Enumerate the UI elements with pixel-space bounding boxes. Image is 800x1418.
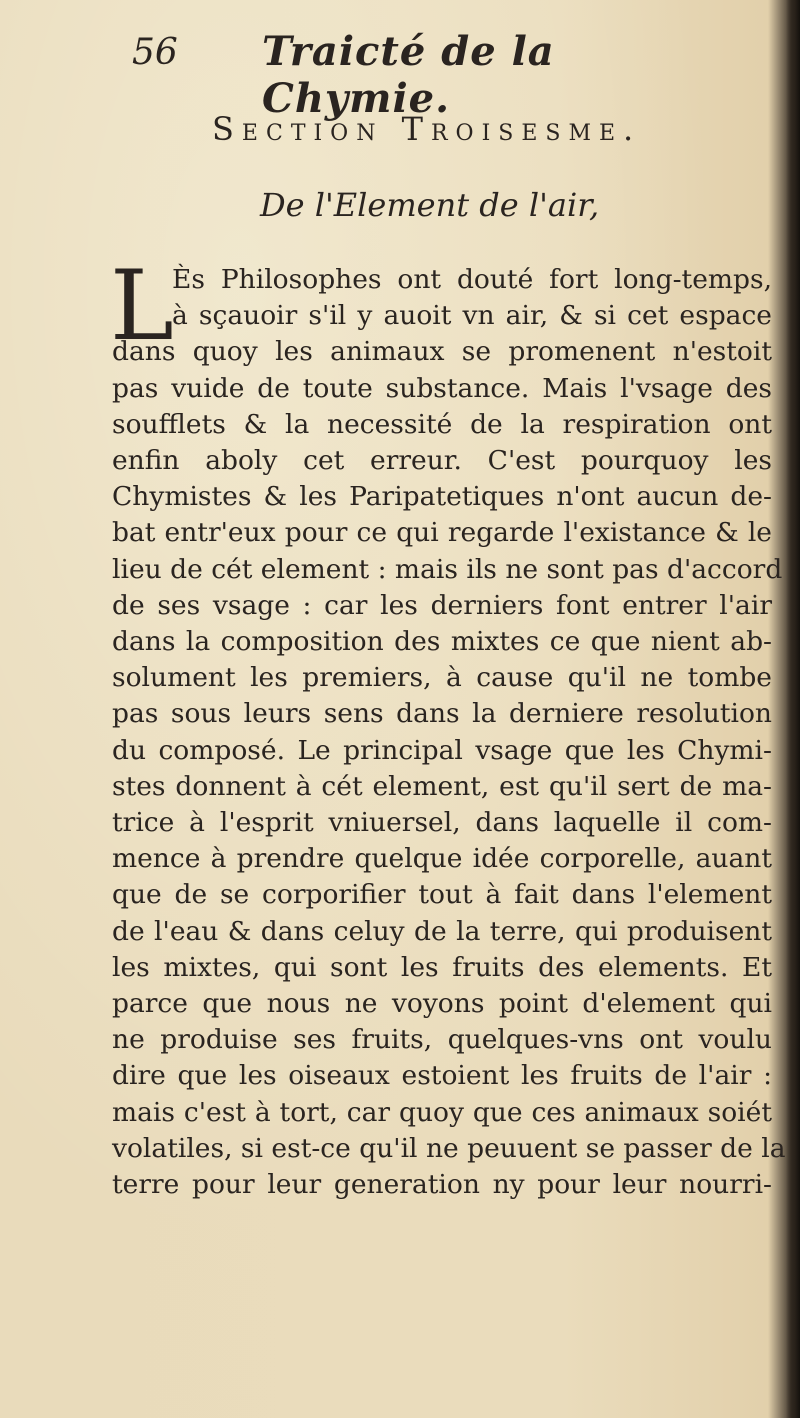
section-subheading: De l'Element de l'air, — [260, 186, 600, 224]
text-line: dans la composition des mixtes ce que nient ab- — [112, 626, 772, 658]
text-line: terre pour leur generation ny pour leur nourri- — [112, 1169, 772, 1201]
text-line: à sçauoir s'il y auoit vn air, & si cet espace — [172, 300, 772, 332]
text-line: dans quoy les animaux se promenent n'estoit — [112, 336, 772, 368]
text-line: pas sous leurs sens dans la derniere resolution — [112, 698, 772, 730]
text-line: les mixtes, qui sont les fruits des elements. Et — [112, 951, 772, 983]
text-line: que de se corporifier tout à fait dans l'element — [112, 879, 772, 911]
text-line: bat entr'eux pour ce qui regarde l'existance & le — [112, 517, 772, 549]
text-line: pas vuide de toute substance. Mais l'vsage des — [112, 372, 772, 404]
text-line: Chymistes & les Paripatetiques n'ont aucun de- — [112, 481, 772, 513]
text-line: dire que les oiseaux estoient les fruits de l'air : — [112, 1060, 772, 1092]
page-number: 56 — [132, 32, 178, 73]
text-line: mence à prendre quelque idée corporelle, auant — [112, 843, 772, 875]
text-line: de l'eau & dans celuy de la terre, qui produisent — [112, 915, 772, 947]
text-line: solument les premiers, à cause qu'il ne tombe — [112, 662, 772, 694]
text-line: volatiles, si est-ce qu'il ne peuuent se passer de la — [112, 1132, 786, 1164]
book-page-edge — [786, 0, 800, 1418]
text-line: de ses vsage : car les derniers font entrer l'air — [112, 589, 772, 621]
text-line: lieu de cét element : mais ils ne sont pas d'accord — [112, 553, 783, 585]
running-title: Traicté de la Chymie. — [262, 28, 555, 122]
drop-cap: L — [110, 250, 174, 362]
text-line: enfin aboly cet erreur. C'est pourquoy les — [112, 445, 772, 477]
text-line: ne produise ses fruits, quelques-vns ont voulu — [112, 1024, 772, 1056]
page-header — [132, 28, 692, 122]
text-line: trice à l'esprit vniuersel, dans laquelle il com- — [112, 807, 772, 839]
section-heading: Section Troisesme. — [212, 110, 642, 148]
text-line: du composé. Le principal vsage que les Chymi- — [112, 734, 772, 766]
text-line: parce que nous ne voyons point d'element qui — [112, 988, 772, 1020]
text-line: mais c'est à tort, car quoy que ces animaux soiét — [112, 1096, 772, 1128]
text-line: stes donnent à cét element, est qu'il sert de ma- — [112, 770, 772, 802]
body-text — [112, 262, 786, 1203]
text-line: Ès Philosophes ont douté fort long-temps, — [172, 264, 772, 295]
text-line: soufflets & la necessité de la respiration ont — [112, 408, 772, 440]
